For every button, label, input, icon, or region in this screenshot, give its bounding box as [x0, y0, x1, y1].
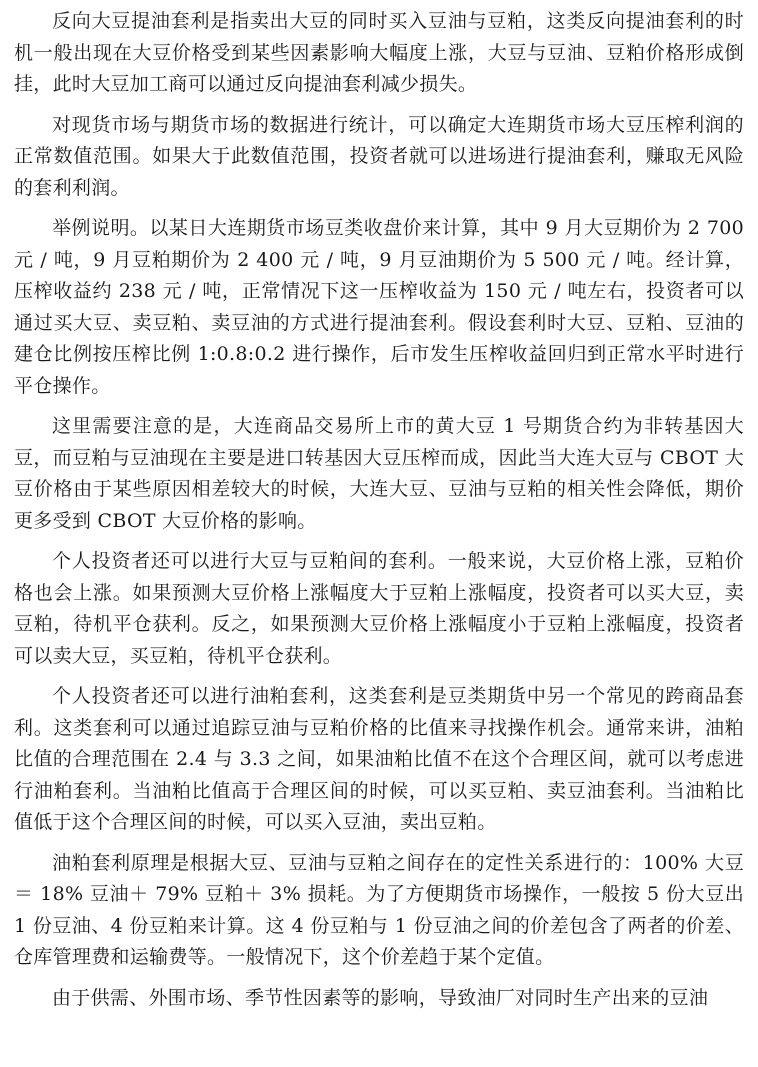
paragraph-oil-meal-principle: 油粕套利原理是根据大豆、豆油与豆粕之间存在的定性关系进行的：100% 大豆 ＝ 18% 豆油＋ 79% 豆粕＋ 3% 损耗。为了方便期货市场操作，一般按 5 份大豆出 1 份豆油、4 份豆粕来计算。这 4 份豆粕与 1 份豆油之间的价差包含了两者的价差、仓库管理费和运输费等。一般情况下，这个价差趋于某个定值。: [14, 851, 744, 968]
paragraph-oil-meal-arbitrage: 个人投资者还可以进行油粕套利，这类套利是豆类期货中另一个常见的跨商品套利。这类套利可以通过追踪豆油与豆粕价格的比值来寻找操作机会。通常来讲，油粕比值的合理范围在 2.4 与 3.3 之间，如果油粕比值不在这个合理区间，就可以考虑进行油粕套利。当油粕比值高于合理区间的时候，可以买豆粕、卖豆油套利。当油粕比值低于这个合理区间的时候，可以买入豆油，卖出豆粕。: [14, 685, 744, 833]
paragraph-soybean-meal-arbitrage: 个人投资者还可以进行大豆与豆粕间的套利。一般来说，大豆价格上涨，豆粕价格也会上涨。如果预测大豆价格上涨幅度大于豆粕上涨幅度，投资者可以买大豆，卖豆粕，待机平仓获利。反之，如果预测大豆价格上涨幅度小于豆粕上涨幅度，投资者可以卖大豆，买豆粕，待机平仓获利。: [14, 550, 744, 667]
paragraph-example-calculation: 举例说明。以某日大连期货市场豆类收盘价来计算，其中 9 月大豆期价为 2 700 元 / 吨，9 月豆粕期价为 2 400 元 / 吨，9 月豆油期价为 5 500 元 / 吨。经计算，压榨收益约 238 元 / 吨，正常情况下这一压榨收益为 150 元 / 吨左右，投资者可以通过买大豆、卖豆粕、卖豆油的方式进行提油套利。假设套利时大豆、豆粕、豆油的建仓比例按压榨比例 1:0.8:0.2 进行操作，后市发生压榨收益回归到正常水平时进行平仓操作。: [14, 217, 744, 397]
paragraph-crush-margin-range: 对现货市场与期货市场的数据进行统计，可以确定大连期货市场大豆压榨利润的正常数值范围。如果大于此数值范围，投资者就可以进场进行提油套利，赚取无风险的套利利润。: [14, 113, 744, 199]
paragraph-supply-demand-factors: 由于供需、外围市场、季节性因素等的影响，导致油厂对同时生产出来的豆油: [52, 986, 709, 1009]
paragraph-gmo-note: 这里需要注意的是，大连商品交易所上市的黄大豆 1 号期货合约为非转基因大豆，而豆粕与豆油现在主要是进口转基因大豆压榨而成，因此当大连大豆与 CBOT 大豆价格由于某些原因相差较大的时候，大连大豆、豆油与豆粕的相关性会降低，期价更多受到 CBOT 大豆价格的影响。: [14, 415, 744, 532]
paragraph-reverse-crush-arbitrage: 反向大豆提油套利是指卖出大豆的同时买入豆油与豆粕，这类反向提油套利的时机一般出现在大豆价格受到某些因素影响大幅度上涨，大豆与豆油、豆粕价格形成倒挂，此时大豆加工商可以通过反向提油套利减少损失。: [14, 10, 744, 95]
